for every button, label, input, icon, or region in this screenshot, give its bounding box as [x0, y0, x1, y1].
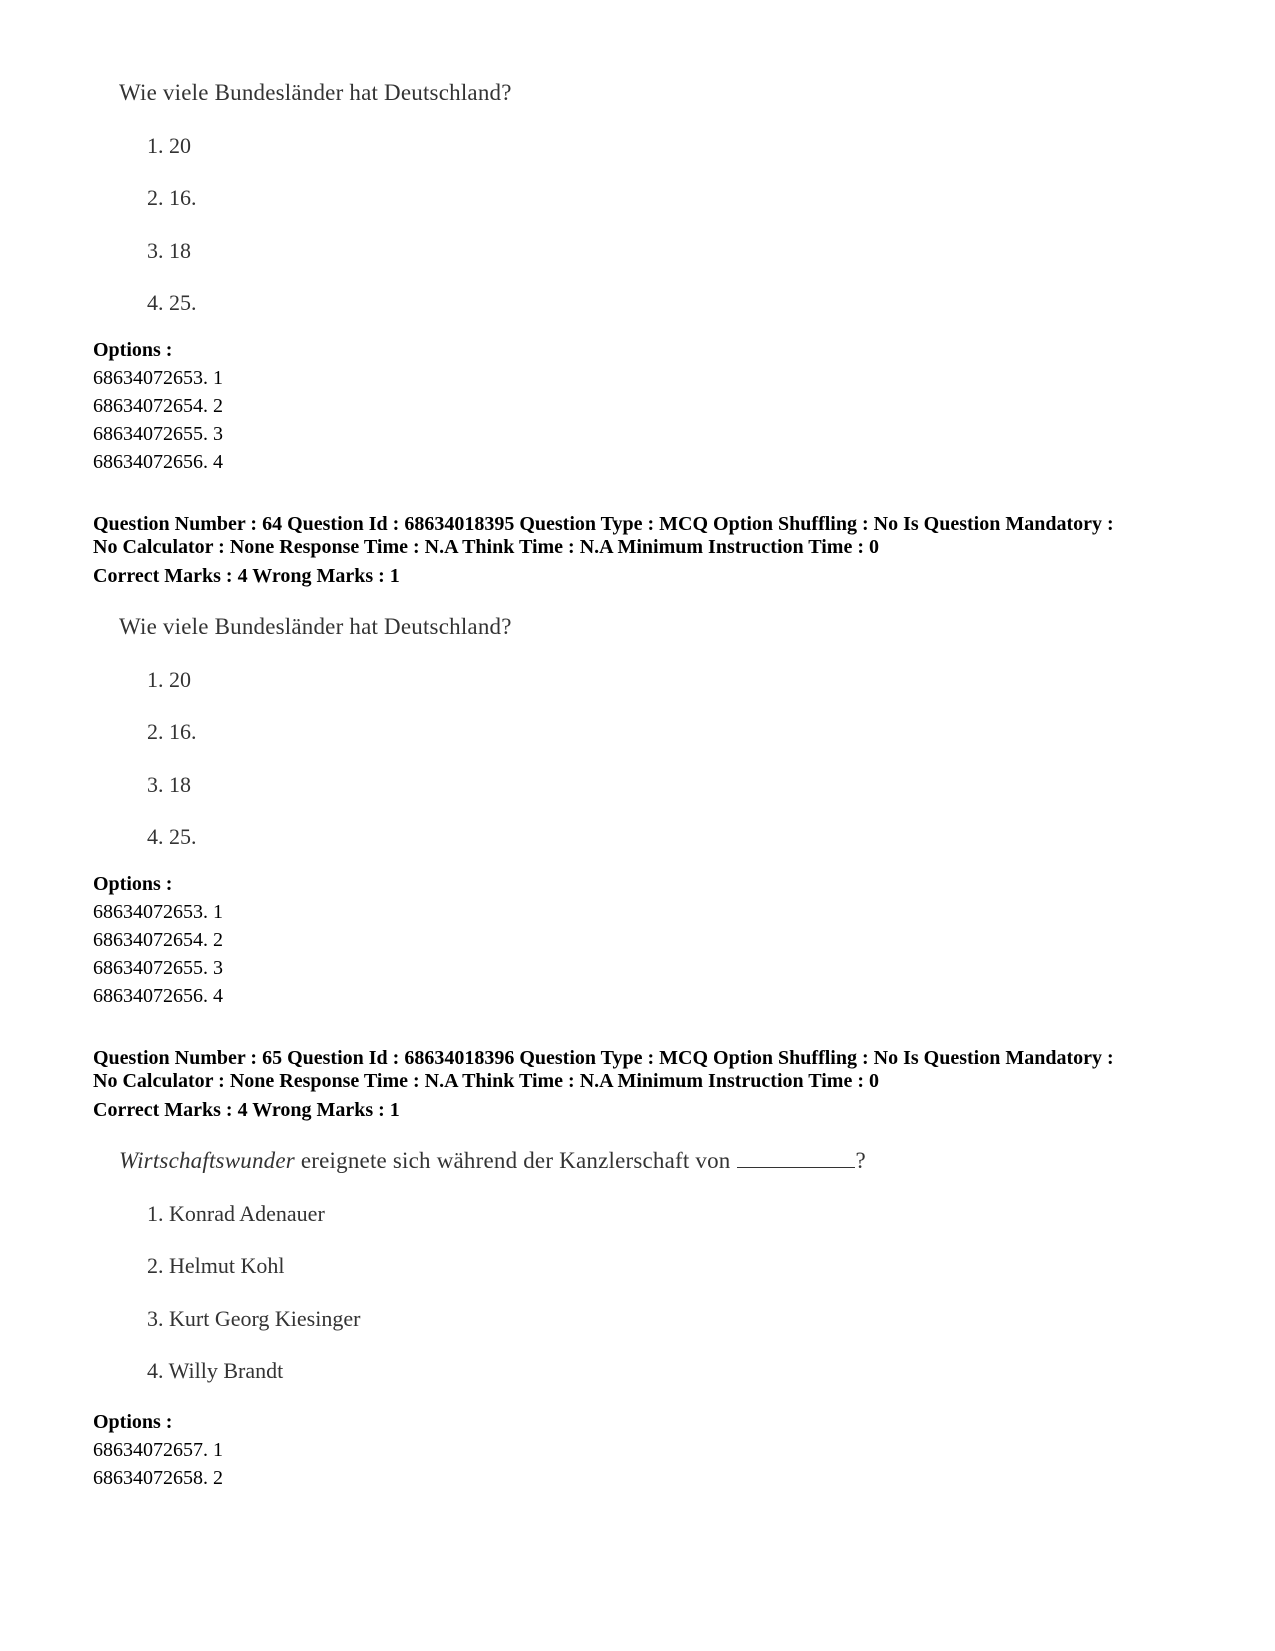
question-text [119, 1148, 866, 1174]
option-id-line: 68634072653. 1 [93, 901, 223, 923]
option-id-line: 68634072655. 3 [93, 957, 223, 979]
question-text-rest: ereignete sich während der Kanzlerschaft von [294, 1148, 731, 1173]
option-id-line: 68634072653. 1 [93, 367, 223, 389]
question-italic-term: Wirtschaftswunder [119, 1148, 295, 1173]
option-id-line: 68634072656. 4 [93, 451, 223, 473]
question-header: Question Number : 64 Question Id : 68634018395 Question Type : MCQ Option Shuffling : No Is Question Mandatory : [93, 513, 1114, 535]
answer-choice: 2. Helmut Kohl [147, 1253, 285, 1278]
answer-choice: 4. 25. [147, 290, 197, 315]
question-text: Wie viele Bundesländer hat Deutschland? [119, 614, 512, 639]
options-label: Options : [93, 1411, 173, 1433]
option-id-line: 68634072656. 4 [93, 985, 223, 1007]
question-text: Wie viele Bundesländer hat Deutschland? [119, 80, 512, 105]
marks-line: Correct Marks : 4 Wrong Marks : 1 [93, 565, 400, 587]
question-header: Question Number : 65 Question Id : 68634018396 Question Type : MCQ Option Shuffling : No Is Question Mandatory : [93, 1047, 1114, 1069]
options-label: Options : [93, 339, 173, 361]
option-id-line: 68634072658. 2 [93, 1467, 223, 1489]
option-id-line: 68634072657. 1 [93, 1439, 223, 1461]
option-id-line: 68634072654. 2 [93, 929, 223, 951]
answer-choice: 1. 20 [147, 133, 191, 158]
answer-choice: 1. 20 [147, 667, 191, 692]
answer-choice: 1. Konrad Adenauer [147, 1201, 325, 1226]
option-id-line: 68634072654. 2 [93, 395, 223, 417]
question-header-continued: No Calculator : None Response Time : N.A Think Time : N.A Minimum Instruction Time : 0 [93, 1070, 879, 1092]
answer-choice: 3. Kurt Georg Kiesinger [147, 1306, 361, 1331]
answer-choice: 3. 18 [147, 238, 191, 263]
options-label: Options : [93, 873, 173, 895]
answer-choice: 2. 16. [147, 719, 197, 744]
answer-choice: 4. 25. [147, 824, 197, 849]
question-header-continued: No Calculator : None Response Time : N.A Think Time : N.A Minimum Instruction Time : 0 [93, 536, 879, 558]
answer-choice: 3. 18 [147, 772, 191, 797]
answer-choice: 2. 16. [147, 185, 197, 210]
answer-choice: 4. Willy Brandt [147, 1358, 284, 1383]
question-mark: ? [855, 1148, 866, 1173]
fill-in-blank [737, 1149, 855, 1168]
option-id-line: 68634072655. 3 [93, 423, 223, 445]
marks-line: Correct Marks : 4 Wrong Marks : 1 [93, 1099, 400, 1121]
